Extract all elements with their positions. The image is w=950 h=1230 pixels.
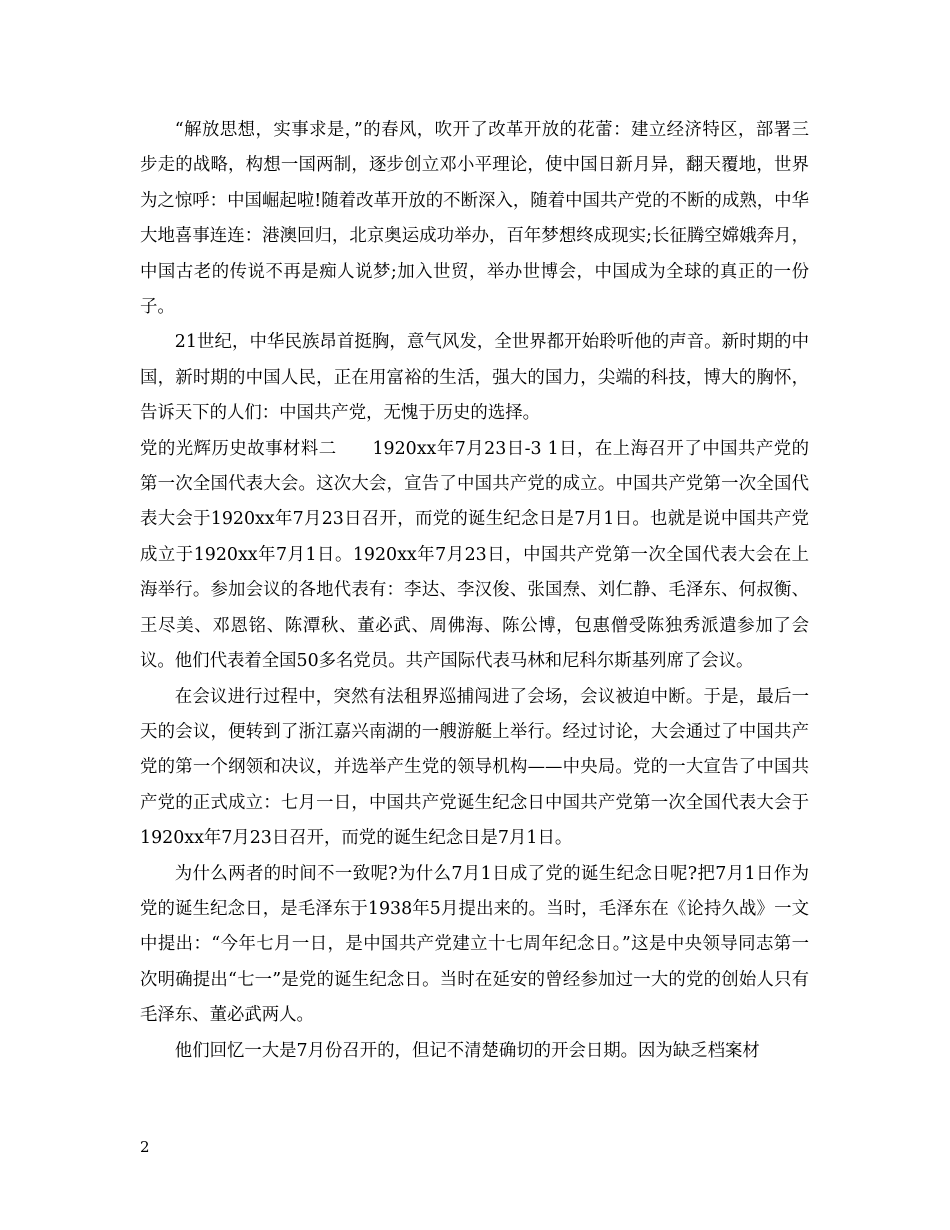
page-number: 2 — [140, 1138, 150, 1156]
paragraph-reform-opening: “解放思想，实事求是，”的春风，吹开了改革开放的花蕾：建立经济特区，部署三步走的战略，构想一国两制，逐步创立邓小平理论，使中国日新月异，翻天覆地，世界为之惊呼：中国崛起啦!随着改革开放的不断深入，随着中国共产党的不断的成熟，中华大地喜事连连：港澳回归，北京奥运成功举办，百年梦想终成现实;长征腾空嫦娥奔月，中国古老的传说不再是痴人说梦;加入世贸，举办世博会，中国成为全球的真正的一份子。 — [140, 120, 809, 318]
paragraph-first-congress: 党的光辉历史故事材料二 1920xx年7月23日-3 1日，在上海召开了中国共产党的第一次全国代表大会。这次大会，宣告了中国共产党的成立。中国共产党第一次全国代表大会于1920xx年7月23日召开，而党的诞生纪念日是7月1日。也就是说中国共产党成立于1920xx年7月1日。1920xx年7月23日，中国共产党第一次全国代表大会在上海举行。参加会议的各地代表有：李达、李汉俊、张国焘、刘仁静、毛泽东、何叔衡、王尽美、邓恩铭、陈潭秋、董必武、周佛海、陈公博，包惠僧受陈独秀派遣参加了会议。他们代表着全国50多名党员。共产国际代表马林和尼科尔斯基列席了会议。 — [140, 438, 809, 672]
paragraph-meeting-interrupted: 在会议进行过程中，突然有法租界巡捕闯进了会场，会议被迫中断。于是，最后一天的会议，便转到了浙江嘉兴南湖的一艘游艇上举行。经过讨论，大会通过了中国共产党的第一个纲领和决议，并选举产生党的领导机构——中央局。党的一大宣告了中国共产党的正式成立：七月一日，中国共产党诞生纪念日中国共产党第一次全国代表大会于1920xx年7月23日召开，而党的诞生纪念日是7月1日。 — [140, 686, 809, 849]
paragraph-21st-century: 21世纪，中华民族昂首挺胸，意气风发，全世界都开始聆听他的声音。新时期的中国，新时期的中国人民，正在用富裕的生活，强大的国力，尖端的科技，博大的胸怀，告诉天下的人们：中国共产党，无愧于历史的选择。 — [140, 332, 809, 424]
paragraph-date-discrepancy: 为什么两者的时间不一致呢?为什么7月1日成了党的诞生纪念日呢?把7月1日作为党的诞生纪念日，是毛泽东于1938年5月提出来的。当时，毛泽东在《论持久战》一文中提出：“今年七月一日，是中国共产党建立十七周年纪念日。”这是中央领导同志第一次明确提出“七一”是党的诞生纪念日。当时在延安的曾经参加过一大的党的创始人只有毛泽东、董必武两人。 — [140, 863, 809, 1026]
paragraph-recollection: 他们回忆一大是7月份召开的，但记不清楚确切的开会日期。因为缺乏档案材 — [174, 1040, 760, 1061]
document-body — [140, 113, 809, 1069]
